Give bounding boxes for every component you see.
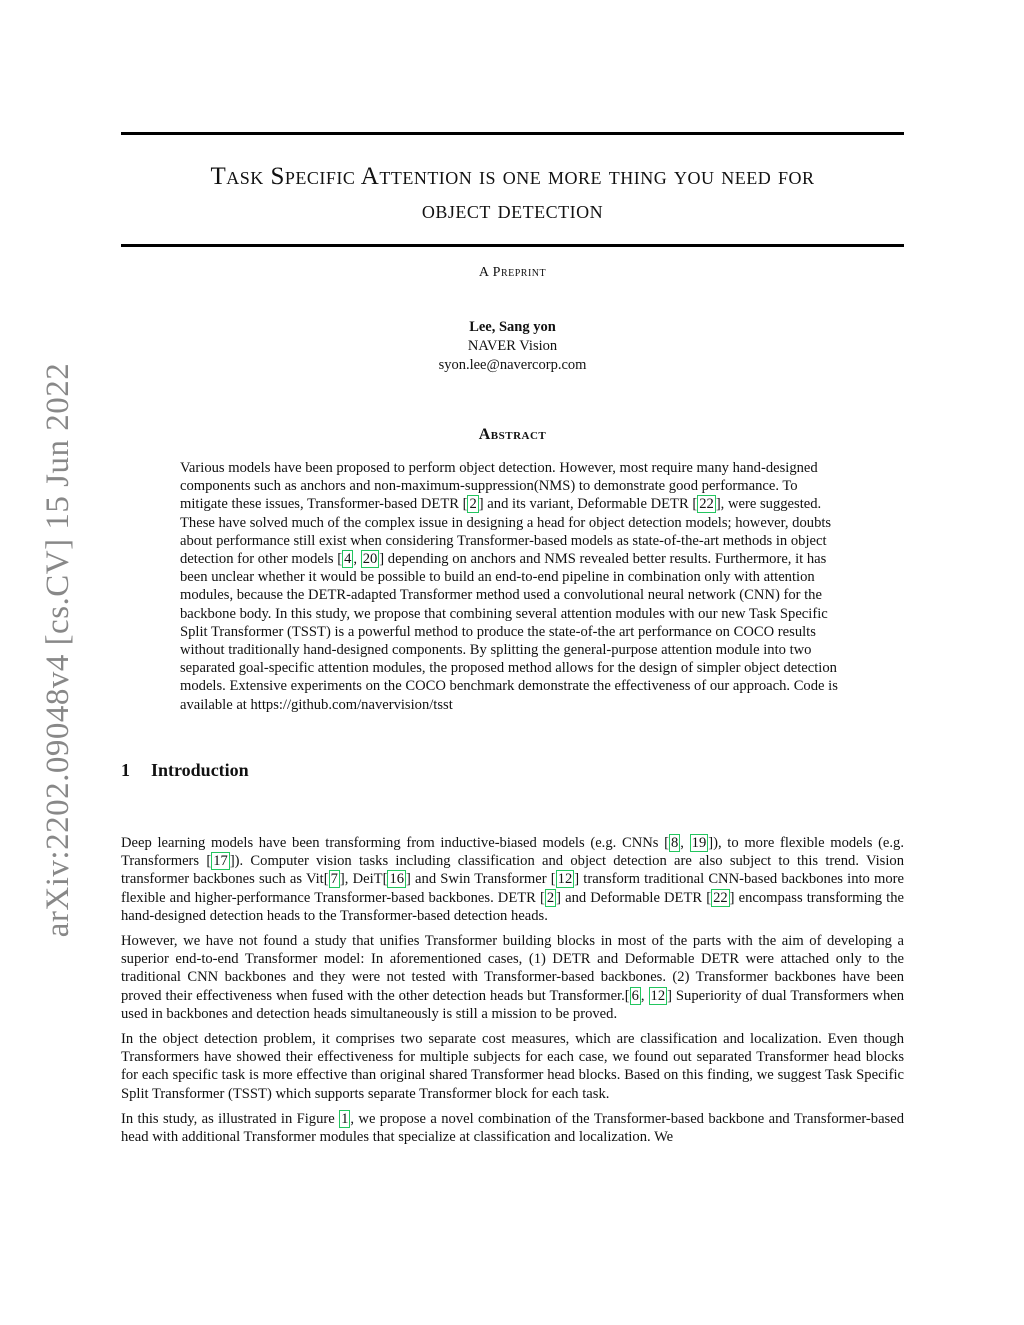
citation-link[interactable]: 16 — [389, 871, 405, 888]
citation-link[interactable]: 17 — [213, 853, 228, 870]
paragraph-seg: ], DeiT[ — [339, 871, 388, 888]
paragraph — [121, 1110, 904, 1146]
citation-link[interactable]: 6 — [631, 987, 639, 1004]
paragraph: In the object detection problem, it comprises two separate cost measures, which are classification and localization. Even though Transformers have showed their effectiveness for multiple subjects for each case, we found out separated Transformer head blocks for each specific task is more effective than original shared Transformer head blocks. Based on this finding, we suggest Task Specific Split Transformer (TSST) which supports separate Transformer block for each task. — [121, 1031, 904, 1102]
section-number: 1 — [121, 760, 130, 780]
section-heading-introduction — [121, 760, 249, 781]
citation-link[interactable]: 22 — [699, 496, 714, 513]
paragraph-seg: ]), to more flexible models (e.g. Transformers [ — [121, 835, 905, 870]
paragraph — [121, 834, 904, 925]
paragraph-seg: , — [640, 987, 649, 1004]
author-block — [121, 318, 904, 375]
citation-link[interactable]: 20 — [362, 551, 378, 568]
paragraph-seg: ] and Deformable DETR [ — [556, 889, 712, 906]
citation-link[interactable]: 12 — [650, 987, 666, 1004]
abstract-text — [180, 459, 846, 714]
paragraph-seg: , we propose a novel combination of the Transformer-based backbone and Transformer-based head with additional Transformer modules that specialize at classification and localization. We — [121, 1110, 905, 1146]
title-top-rule — [121, 132, 904, 135]
paragraph-seg: ] encompass transforming the hand-designed detection heads to the Transformer-based detection heads. — [121, 889, 904, 924]
introduction-body — [121, 834, 904, 1153]
citation-link[interactable]: 4 — [344, 551, 352, 568]
arxiv-identifier: arXiv:2202.09048v4 [cs.CV] 15 Jun 2022 — [40, 362, 76, 938]
paragraph-seg: ] transform traditional CNN-based backbones into more flexible and higher-performance Transformer-based backbones. DETR [ — [121, 871, 904, 906]
abstract-heading: Abstract — [478, 426, 547, 443]
paragraph-seg: However, we have not found a study that unifies Transformer building blocks in most of the parts with the aim of developing a superior end-to-end Transformer model: In aforementioned cases, (1) DETR and Deformable DETR were attached only to the traditional CNN backbones and they were not tested with Transformer-based backbones. (2) Transformer backbones have been proved their effectiveness when fused with the other detection heads but Transformer.[ — [121, 933, 904, 1004]
figure-link[interactable]: 1 — [341, 1110, 349, 1127]
abstract-text-seg: Various models have been proposed to perform object detection. However, most require many hand-designed components such as anchors and non-maximum-suppression(NMS) to demonstrate good performance. To mitigate these issues, Transformer-based DETR [ — [180, 460, 818, 513]
citation-link[interactable]: 19 — [691, 835, 707, 851]
paragraph — [121, 932, 904, 1023]
paragraph-seg: ] Superiority of dual Transformers when used in backbones and detection heads simultaneously is still a mission to be proved. — [121, 987, 905, 1022]
paper-title — [121, 160, 904, 228]
title-bottom-rule — [121, 244, 904, 247]
paragraph-seg: ]). Computer vision tasks including classification and object detection are also subject to this trend. Vision transformer backbones such as Vit[ — [121, 853, 904, 888]
abstract-text-seg: ], were suggested. These have solved much of the complex issue in designing a head for object detection models; however, doubts about performance still exist when considering Transformer-based models as state-of-the-art methods in object detection for other models [ — [180, 496, 832, 568]
citation-link[interactable]: 2 — [469, 496, 477, 513]
paper-title-line-2: object detection — [421, 197, 604, 224]
citation-link[interactable]: 7 — [330, 871, 338, 888]
abstract-text-seg: , — [353, 551, 361, 568]
author-email: syon.lee@navercorp.com — [438, 357, 587, 373]
citation-link[interactable]: 22 — [713, 889, 728, 906]
section-title: Introduction — [151, 760, 249, 780]
preprint-label: A Preprint — [478, 265, 547, 280]
paragraph-seg: , — [680, 835, 690, 851]
abstract-text-seg: ] and its variant, Deformable DETR [ — [478, 496, 698, 513]
paragraph-seg: ] and Swin Transformer [ — [406, 871, 556, 888]
author-name: Lee, Sang yon — [469, 319, 556, 335]
citation-link[interactable]: 12 — [557, 871, 573, 888]
citation-link[interactable]: 2 — [546, 889, 555, 906]
paragraph-seg: In this study, as illustrated in Figure — [121, 1110, 340, 1127]
abstract-text-seg: ] depending on anchors and NMS revealed better results. Furthermore, it has been unclear whether it would be possible to build an end-to-end pipeline in combination only with attention modules, because the DETR-adapted Transformer method used a convolutional neural network (CNN) for the backbone body. In this study, we propose that combining several attention modules with our new Task Specific Split Transformer (TSST) is a powerful method to produce the state-of-the art performance on COCO results without traditionally hand-designed components. By splitting the general-purpose attention module into two separated goal-specific attention modules, the proposed method allows for the design of simpler object detection models. Extensive experiments on the COCO benchmark demonstrate the effectiveness of our approach. Code is available at https://github.com/navervision/tsst — [180, 551, 838, 713]
author-affiliation: NAVER Vision — [467, 338, 558, 354]
paper-title-line-1: Task Specific Attention is one more thing you need for — [210, 163, 815, 190]
paragraph-seg: Deep learning models have been transforming from inductive-biased models (e.g. CNNs [ — [121, 835, 669, 851]
citation-link[interactable]: 8 — [671, 835, 679, 851]
